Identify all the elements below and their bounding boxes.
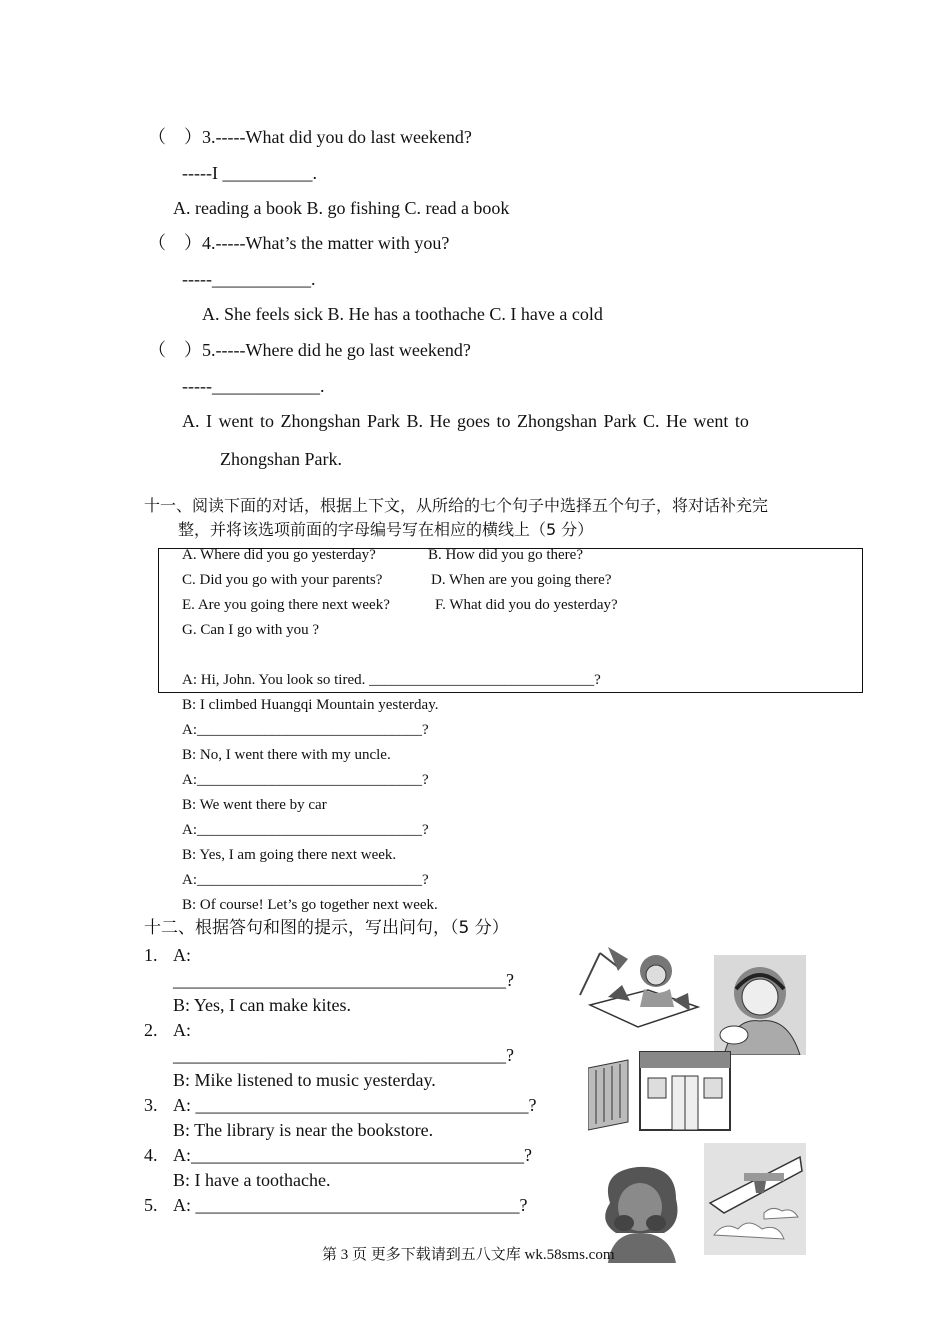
item-number: 4.	[144, 1145, 158, 1165]
item-number: 5.	[144, 1195, 158, 1215]
item-b: B: The library is near the bookstore.	[173, 1120, 434, 1140]
dialogue-line: A:______________________________?	[182, 872, 429, 888]
q3-options: A. reading a book B. go fishing C. read a book	[173, 198, 510, 218]
choice-f: F. What did you do yesterday?	[435, 597, 618, 613]
section12-title: 十二、根据答句和图的提示，写出问句，（5 分）	[144, 918, 509, 938]
item-a-line: _____________________________________?	[173, 970, 514, 990]
item-b: B: Yes, I can make kites.	[173, 995, 351, 1015]
choice-d: D. When are you going there?	[431, 572, 612, 588]
choice-e: E. Are you going there next week?	[182, 597, 390, 613]
airplane-picture	[704, 1143, 806, 1255]
dialogue-line: A:______________________________?	[182, 822, 429, 838]
item-a-label: A:	[173, 1020, 191, 1040]
choice-g: G. Can I go with you ?	[182, 622, 320, 638]
dialogue-line: B: Of course! Let’s go together next week.	[182, 897, 438, 913]
item-b: B: Mike listened to music yesterday.	[173, 1070, 436, 1090]
q4-answer-line: -----___________.	[182, 269, 316, 289]
q3-stem: （ ）3.-----What did you do last weekend?	[148, 127, 472, 147]
item-number: 3.	[144, 1095, 158, 1115]
section11-title-line2: 整，并将该选项前面的字母编号写在相应的横线上（5 分）	[178, 520, 594, 539]
item-b: B: I have a toothache.	[173, 1170, 331, 1190]
item-a: A:_____________________________________?	[173, 1145, 532, 1165]
dialogue-line: B: I climbed Huangqi Mountain yesterday.	[182, 697, 439, 713]
q5-stem: （ ）5.-----Where did he go last weekend?	[148, 340, 471, 360]
section11-title-line1: 十一、阅读下面的对话，根据上下文，从所给的七个句子中选择五个句子，将对话补充完	[144, 496, 769, 515]
kite-making-picture	[578, 945, 706, 1030]
choice-c: C. Did you go with your parents?	[182, 572, 383, 588]
q4-options: A. She feels sick B. He has a toothache C. I have a cold	[202, 304, 603, 324]
choice-a: A. Where did you go yesterday?	[182, 547, 376, 563]
library-bookstore-picture	[588, 1050, 733, 1132]
choice-b: B. How did you go there?	[428, 547, 583, 563]
item-number: 2.	[144, 1020, 158, 1040]
item-a: A: _____________________________________?	[173, 1095, 537, 1115]
dialogue-line: B: No, I went there with my uncle.	[182, 747, 391, 763]
item-number: 1.	[144, 945, 158, 965]
q3-answer-line: -----I __________.	[182, 163, 317, 183]
dialogue-line: A:______________________________?	[182, 722, 429, 738]
music-listening-picture	[714, 955, 806, 1055]
dialogue-line: B: Yes, I am going there next week.	[182, 847, 397, 863]
q5-answer-line: -----____________.	[182, 376, 325, 396]
item-a-label: A:	[173, 945, 191, 965]
dialogue-line: A:______________________________?	[182, 772, 429, 788]
dialogue-line: B: We went there by car	[182, 797, 327, 813]
dialogue-line: A: Hi, John. You look so tired. ______________________________?	[182, 672, 601, 688]
q5-options-line1: A. I went to Zhongshan Park B. He goes to Zhongshan Park C. He went to	[182, 411, 749, 431]
q4-stem: （ ）4.-----What’s the matter with you?	[148, 233, 450, 253]
q5-options-line2: Zhongshan Park.	[220, 449, 342, 469]
item-a: A: ____________________________________?	[173, 1195, 528, 1215]
page-footer: 第 3 页 更多下载请到五八文库 wk.58sms.com	[322, 1247, 615, 1263]
item-a-line: _____________________________________?	[173, 1045, 514, 1065]
